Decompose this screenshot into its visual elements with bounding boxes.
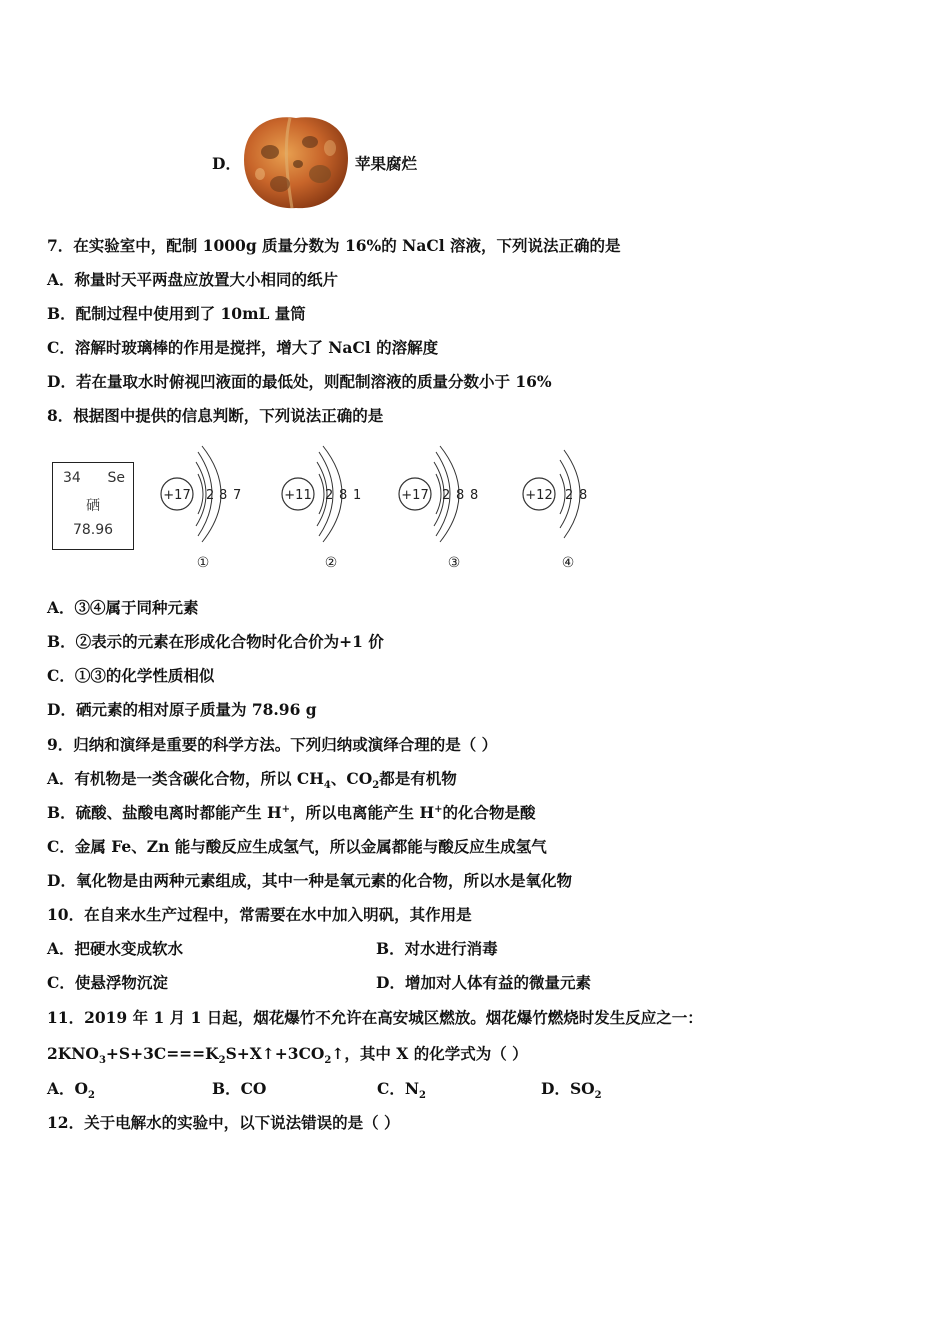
q7-option-b: B．配制过程中使用到了 10mL 量筒 bbox=[47, 304, 306, 323]
atom-diagram-2 bbox=[282, 446, 361, 571]
q7-option-d: D．若在量取水时俯视凹液面的最低处，则配制溶液的质量分数小于 16% bbox=[47, 372, 552, 391]
q10-option-a: A．把硬水变成软水 bbox=[47, 939, 184, 958]
atom2-nucleus: +11 bbox=[284, 488, 312, 503]
q11-option-a: A．$O_2$ bbox=[47, 1079, 95, 1102]
atom1-nucleus: +17 bbox=[163, 488, 191, 503]
atom2-label: ② bbox=[324, 555, 338, 571]
q7-stem: 7．在实验室中，配制 1000g 质量分数为 16%的 NaCl 溶液，下列说法正确的是 bbox=[47, 236, 621, 255]
atom2-shell-2: 8 bbox=[339, 488, 348, 503]
atom1-label: ① bbox=[196, 555, 210, 571]
q10-option-d: D．增加对人体有益的微量元素 bbox=[376, 973, 591, 992]
atom2-shell-3: 1 bbox=[353, 488, 362, 503]
atom4-shell-2: 8 bbox=[579, 488, 588, 503]
element-name: 硒 bbox=[86, 498, 100, 514]
q8-option-d: D．硒元素的相对原子质量为 78.96 g bbox=[47, 700, 317, 719]
q9-option-a: A．有机物是一类含碳化合物，所以 $CH_4$、$CO_2$都是有机物 bbox=[47, 769, 457, 792]
q9-option-d: D．氧化物是由两种元素组成，其中一种是氧元素的化合物，所以水是氧化物 bbox=[47, 871, 572, 890]
element-mass: 78.96 bbox=[72, 522, 114, 538]
q10-stem: 10．在自来水生产过程中，常需要在水中加入明矾，其作用是 bbox=[47, 905, 472, 924]
rotten-apple-icon bbox=[240, 112, 352, 210]
q8-option-b: B．②表示的元素在形成化合物时化合价为+1 价 bbox=[47, 632, 384, 651]
q8-stem: 8．根据图中提供的信息判断，下列说法正确的是 bbox=[47, 406, 384, 425]
atom4-label: ④ bbox=[561, 555, 575, 571]
q6-option-d-label: D． bbox=[212, 154, 241, 173]
q8-option-c: C．①③的化学性质相似 bbox=[47, 666, 215, 685]
q10-option-b: B．对水进行消毒 bbox=[376, 939, 498, 958]
q8-option-a: A．③④属于同种元素 bbox=[47, 598, 199, 617]
element-atomic-number: 34 bbox=[63, 470, 81, 486]
atom1-shell-1: 2 bbox=[206, 488, 215, 503]
atom1-shell-2: 8 bbox=[219, 488, 228, 503]
element-symbol: Se bbox=[107, 470, 125, 486]
atom3-shell-2: 8 bbox=[456, 488, 465, 503]
atom3-label: ③ bbox=[447, 555, 461, 571]
q12-stem: 12．关于电解水的实验中，以下说法错误的是（ ） bbox=[47, 1113, 400, 1132]
rotten-apple-image bbox=[240, 112, 352, 210]
q11-option-d: D．$SO_2$ bbox=[541, 1079, 602, 1102]
q7-option-a: A．称量时天平两盘应放置大小相同的纸片 bbox=[47, 270, 339, 289]
q7-option-c: C．溶解时玻璃棒的作用是搅拌，增大了 NaCl 的溶解度 bbox=[47, 338, 439, 357]
atom4-shell-1: 2 bbox=[565, 488, 574, 503]
selenium-element-card bbox=[52, 462, 134, 550]
q11-equation: $2KNO_3+S+3C===K_2S+X↑+3CO_2↑$，其中 X 的化学式为（ ） bbox=[47, 1044, 528, 1067]
atom2-shell-1: 2 bbox=[325, 488, 334, 503]
q10-option-c: C．使悬浮物沉淀 bbox=[47, 973, 168, 992]
atom3-shell-3: 8 bbox=[470, 488, 479, 503]
q11-stem: 11．2019 年 1 月 1 日起，烟花爆竹不允许在高安城区燃放。烟花爆竹燃烧时发生反应之一： bbox=[47, 1008, 703, 1027]
atom-structure-diagrams bbox=[150, 438, 610, 578]
q6-option-d-caption: 苹果腐烂 bbox=[355, 154, 418, 173]
q11-option-b: B．CO bbox=[212, 1079, 267, 1098]
q9-option-c: C．金属 Fe、Zn 能与酸反应生成氢气，所以金属都能与酸反应生成氢气 bbox=[47, 837, 547, 856]
q9-option-b: B．硫酸、盐酸电离时都能产生 H+，所以电离能产生 H+的化合物是酸 bbox=[47, 803, 536, 822]
atom1-shell-3: 7 bbox=[233, 488, 242, 503]
atom-diagram-1 bbox=[161, 446, 241, 571]
atom4-nucleus: +12 bbox=[525, 488, 553, 503]
q9-stem: 9．归纳和演绎是重要的科学方法。下列归纳或演绎合理的是（ ） bbox=[47, 735, 498, 754]
q11-option-c: C．$N_2$ bbox=[377, 1079, 426, 1102]
atom3-nucleus: +17 bbox=[401, 488, 429, 503]
atom-diagram-3 bbox=[399, 446, 478, 571]
atom3-shell-1: 2 bbox=[442, 488, 451, 503]
atom-diagram-4 bbox=[523, 450, 587, 571]
